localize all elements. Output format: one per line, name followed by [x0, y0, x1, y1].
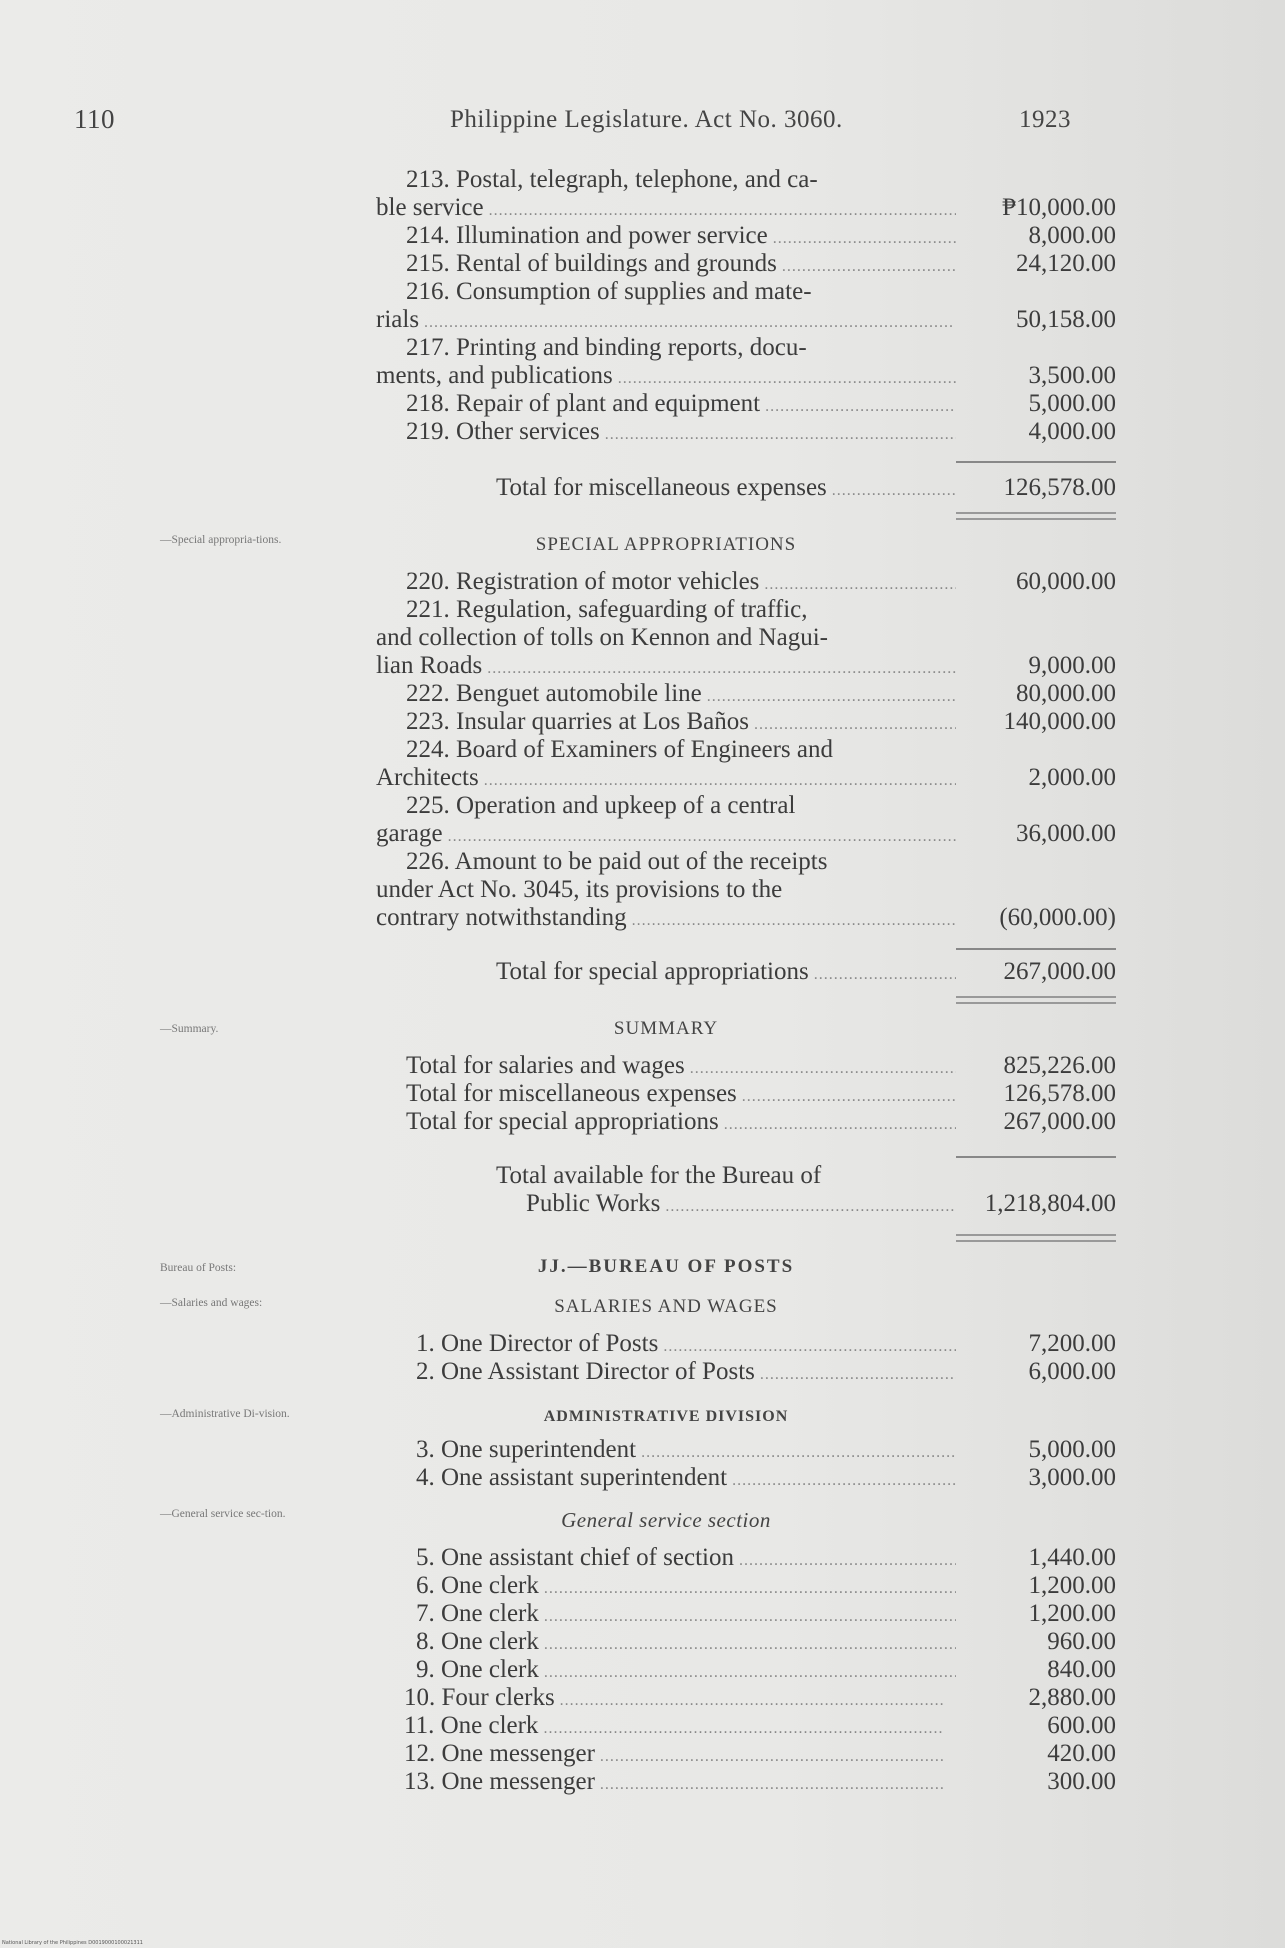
list-item: Architects ..... 2,000.00: [376, 764, 1146, 792]
list-item: rials ..... 50,158.00: [376, 306, 1146, 334]
list-item: 222. Benguet automobile line ..... 80,000.00: [376, 680, 1146, 708]
list-item: garage ..... 36,000.00: [376, 820, 1146, 848]
list-item: 7. One clerk ..... 1,200.00: [376, 1600, 1146, 1628]
list-item: 221. Regulation, safeguarding of traffic,: [406, 596, 808, 623]
list-item: Total for special appropriations ..... 267,000.00: [376, 1108, 1146, 1136]
page-number: 110: [74, 104, 115, 134]
list-item: 224. Board of Examiners of Engineers and: [406, 736, 833, 763]
margin-note-special: —Special appropria-tions.: [160, 534, 282, 546]
list-item: 217. Printing and binding reports, docu-: [406, 334, 807, 361]
list-item: 219. Other services ..... 4,000.00: [376, 418, 1146, 446]
total-available-label: Total available for the Bureau of: [496, 1162, 822, 1189]
list-item: 220. Registration of motor vehicles ..... 60,000.00: [376, 568, 1146, 596]
section-heading-special: SPECIAL APPROPRIATIONS: [535, 534, 797, 555]
list-item: 214. Illumination and power service ..... 8,000.00: [376, 222, 1146, 250]
list-item: lian Roads ..... 9,000.00: [376, 652, 1146, 680]
rule: [956, 948, 1116, 950]
total-special: Total for special appropriations ..... 267,000.00: [376, 958, 1146, 986]
page-header: [74, 104, 1094, 144]
margin-note-salaries: —Salaries and wages:: [160, 1297, 263, 1309]
section-heading-bureau-of-posts: JJ.—BUREAU OF POSTS: [537, 1256, 795, 1277]
list-item: 12. One messenger ..... 420.00: [376, 1740, 1146, 1768]
total-available: Public Works ..... 1,218,804.00: [376, 1190, 1146, 1218]
list-item: Total for miscellaneous expenses ..... 126,578.00: [376, 1080, 1146, 1108]
list-item: 223. Insular quarries at Los Baños ..... 140,000.00: [376, 708, 1146, 736]
list-item: 215. Rental of buildings and grounds ..... 24,120.00: [376, 250, 1146, 278]
header-year: 1923: [1019, 106, 1071, 133]
double-rule: [956, 996, 1116, 1004]
list-item: 9. One clerk ..... 840.00: [376, 1656, 1146, 1684]
list-item: 10. Four clerks ..... 2,880.00: [376, 1684, 1146, 1712]
list-item: ments, and publications ..... 3,500.00: [376, 362, 1146, 390]
subheading-general-service: General service section: [561, 1508, 771, 1532]
running-title: Philippine Legislature. Act No. 3060.: [450, 106, 843, 133]
list-item: 3. One superintendent ..... 5,000.00: [376, 1436, 1146, 1464]
list-item: and collection of tolls on Kennon and Nagui-: [376, 624, 828, 651]
list-item: 218. Repair of plant and equipment ..... 5,000.00: [376, 390, 1146, 418]
scan-footer: National Library of the Philippines D0019000100021311: [2, 1940, 143, 1946]
list-item: Total for salaries and wages ..... 825,226.00: [376, 1052, 1146, 1080]
double-rule: [956, 1234, 1116, 1242]
list-item: ble service ..... ₱10,000.00: [376, 194, 1146, 222]
total-misc: Total for miscellaneous expenses ..... 126,578.00: [376, 474, 1146, 502]
list-item: 13. One messenger ..... 300.00: [376, 1768, 1146, 1796]
list-item: under Act No. 3045, its provisions to the: [376, 876, 783, 903]
margin-note-bureau-of-posts: Bureau of Posts:: [160, 1262, 237, 1274]
margin-note-admin-division: —Administrative Di-vision.: [160, 1408, 290, 1420]
list-item: contrary notwithstanding ..... (60,000.00): [376, 904, 1146, 932]
list-item: 5. One assistant chief of section ..... 1,440.00: [376, 1544, 1146, 1572]
list-item: 226. Amount to be paid out of the receipts: [406, 848, 828, 875]
double-rule: [956, 512, 1116, 520]
margin-note-summary: —Summary.: [160, 1023, 219, 1035]
subheading-salaries: SALARIES AND WAGES: [554, 1296, 778, 1317]
rule: [956, 1156, 1116, 1158]
list-item: 11. One clerk ..... 600.00: [376, 1712, 1146, 1740]
margin-note-general-service: —General service sec-tion.: [160, 1508, 286, 1520]
list-item: 225. Operation and upkeep of a central: [406, 792, 796, 819]
list-item: 8. One clerk ..... 960.00: [376, 1628, 1146, 1656]
section-heading-summary: SUMMARY: [613, 1018, 719, 1039]
subheading-admin-division: ADMINISTRATIVE DIVISION: [543, 1408, 789, 1425]
list-item: 213. Postal, telegraph, telephone, and ca-: [406, 166, 818, 193]
list-item: 1. One Director of Posts ..... 7,200.00: [376, 1330, 1146, 1358]
list-item: 216. Consumption of supplies and mate-: [406, 278, 812, 305]
list-item: 4. One assistant superintendent ..... 3,000.00: [376, 1464, 1146, 1492]
list-item: 2. One Assistant Director of Posts ..... 6,000.00: [376, 1358, 1146, 1386]
rule: [956, 461, 1116, 463]
list-item: 6. One clerk ..... 1,200.00: [376, 1572, 1146, 1600]
